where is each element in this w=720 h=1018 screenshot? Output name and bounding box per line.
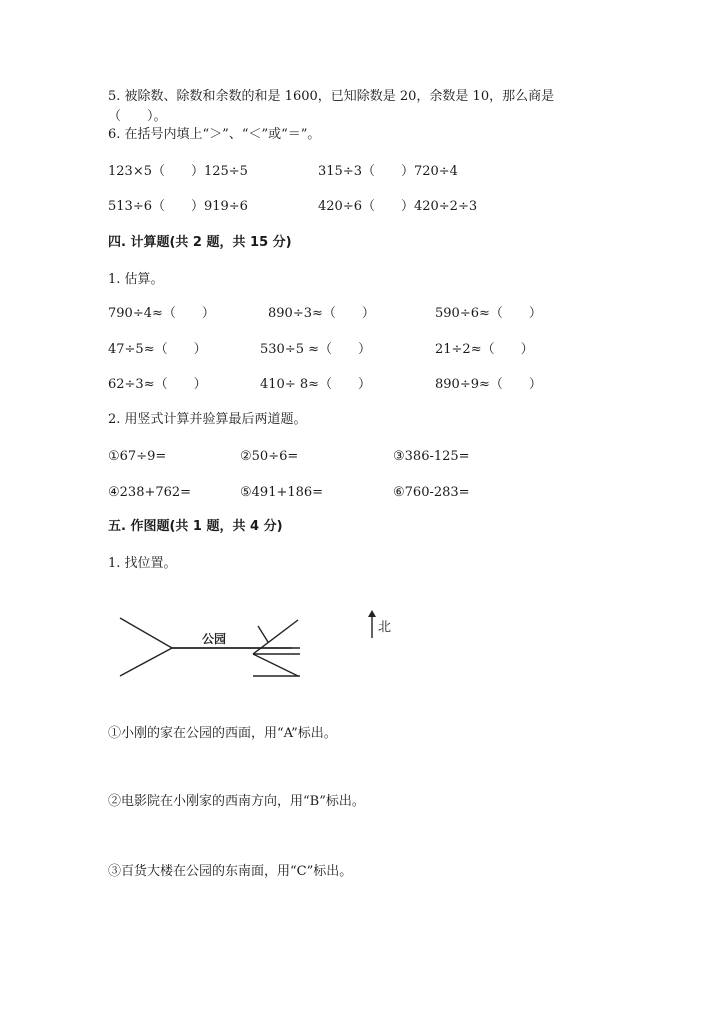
q6-item: 123×5（ ）125÷5 [108,164,248,179]
estimate-item: 47÷5≈（ ） [108,342,207,357]
q6-item: 420÷6（ ）420÷2÷3 [318,199,478,214]
estimate-item: 62÷3≈（ ） [108,377,207,392]
estimate-item: 21÷2≈（ ） [435,342,534,357]
vertical-calc-item: ②50÷6= [240,449,299,464]
estimate-item: 590÷6≈（ ） [435,306,542,321]
estimate-item: 890÷3≈（ ） [268,306,375,321]
q6-item: 513÷6（ ）919÷6 [108,199,248,214]
vertical-calc-item: ④238+762= [108,485,192,500]
q6-item: 315÷3（ ）720÷4 [318,164,458,179]
q6-title: 6. 在括号内填上“＞”、“＜”或“＝”。 [108,127,321,142]
position-map-diagram [110,608,430,698]
map-task: ③百货大楼在公园的东南面，用“C”标出。 [108,864,353,879]
q5-line1: 5. 被除数、除数和余数的和是 1600，已知除数是 20，余数是 10，那么商是 [108,89,555,104]
section5-heading: 五. 作图题(共 1 题，共 4 分) [108,519,283,534]
east-road-upper [253,620,298,654]
map-task: ②电影院在小刚家的西南方向，用“B”标出。 [108,794,365,809]
estimate-item: 890÷9≈（ ） [435,377,542,392]
vertical-calc-item: ⑤491+186= [240,485,324,500]
east-road-short [258,626,268,642]
west-road-upper [120,618,172,648]
section4-q2-title: 2. 用竖式计算并验算最后两道题。 [108,412,307,427]
north-arrow-icon [368,610,376,638]
vertical-calc-item: ①67÷9= [108,449,167,464]
park-label: 公园 [202,632,227,646]
section4-heading: 四. 计算题(共 2 题，共 15 分) [108,235,292,250]
estimate-item: 790÷4≈（ ） [108,306,215,321]
section5-q1-title: 1. 找位置。 [108,556,177,571]
section4-q1-title: 1. 估算。 [108,272,164,287]
east-road-lower [253,654,298,676]
map-task: ①小刚的家在公园的西面，用“A”标出。 [108,726,337,741]
estimate-item: 410÷ 8≈（ ） [260,377,372,392]
west-road-lower [120,648,172,676]
vertical-calc-item: ③386-125= [393,449,470,464]
q5-line2-blank: （ ）。 [108,109,167,124]
north-label: 北 [378,620,392,635]
estimate-item: 530÷5 ≈（ ） [260,342,372,357]
vertical-calc-item: ⑥760-283= [393,485,470,500]
